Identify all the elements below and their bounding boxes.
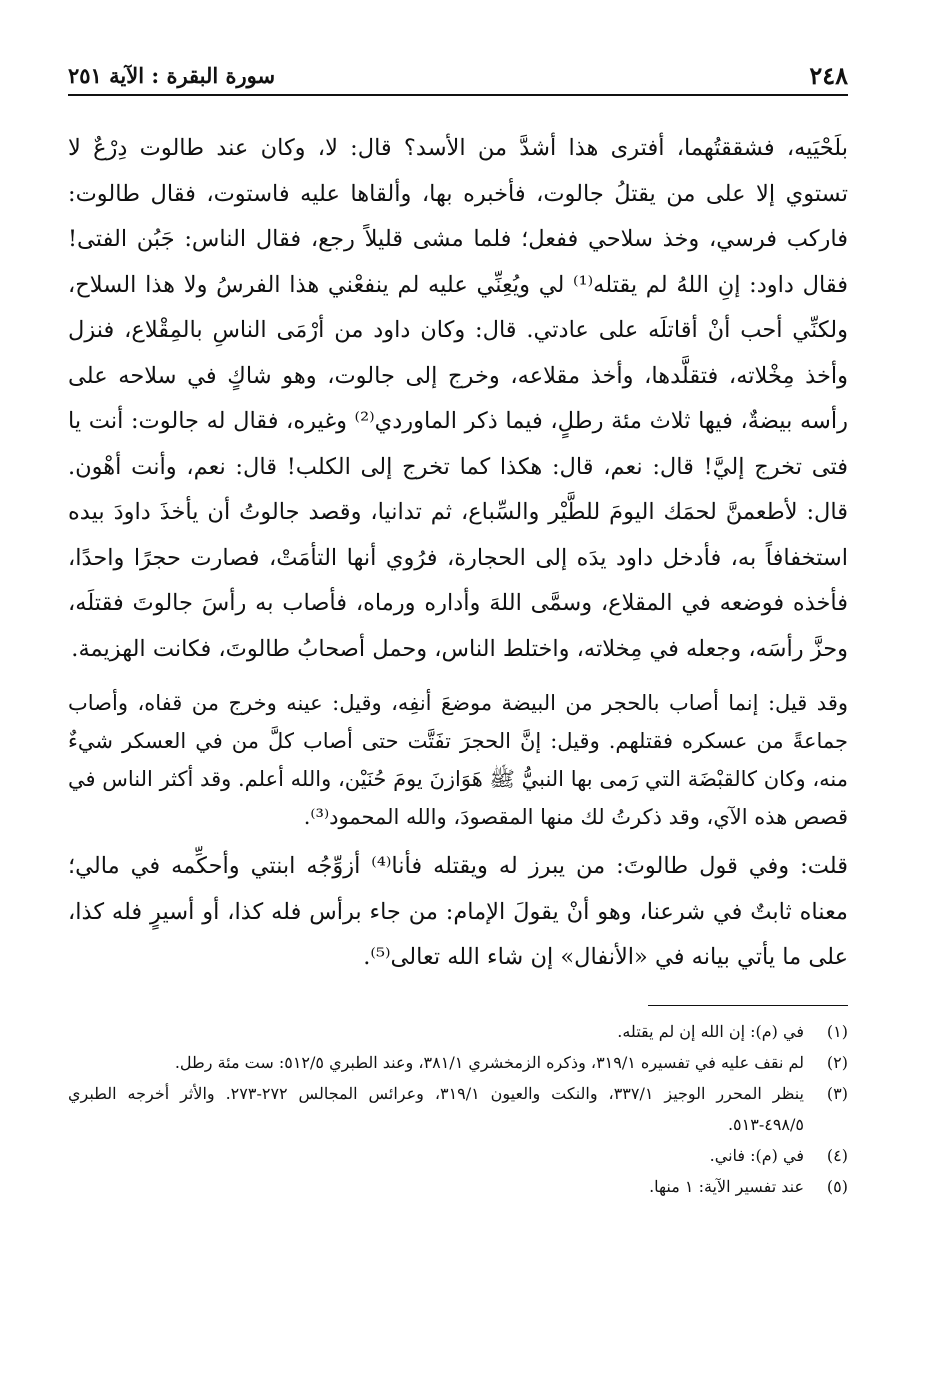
footnote [68, 1078, 848, 1140]
footnote [68, 1140, 848, 1171]
footnotes [68, 1016, 848, 1202]
footnote-number: (٤) [826, 1145, 848, 1165]
footnote-number: (٣) [826, 1083, 848, 1103]
footnote-number: (٢) [826, 1052, 848, 1072]
paragraph: قلت: وفي قول طالوتَ: من يبرز له ويقتله فأنا⁽⁴⁾ أزوِّجُه ابنتي وأحكِّمه في مالي؛ معناه ثابتٌ في شرعنا، وهو أنْ يقولَ الإمام: من جاء برأس فله كذا، أو أسيرٍ فله كذا، على ما يأتي بيانه في «الأنفال» إن شاء الله تعالى⁽⁵⁾. [68, 853, 848, 970]
running-title: سورة البقرة : الآية ٢٥١ [68, 62, 276, 88]
footnote-separator [648, 1005, 848, 1006]
footnote-text: لم نقف عليه في تفسيره ٣١٩/١، وذكره الزمخشري ٣٨١/١، وعند الطبري ٥١٢/٥: ست مئة رطل. [174, 1052, 804, 1072]
paragraph: بلَحْيَيه، فشققتُهما، أفترى هذا أشدَّ من الأسد؟ قال: لا، وكان عند طالوت دِرْعٌ لا تستوي إلا على من يقتلُ جالوت، فأخبره بها، وألقاها عليه فاستوت، فقال طالوت: فاركب فرسي، وخذ سلاحي ففعل؛ فلما مشى قليلاً رجع، فقال الناس: جَبُن الفتى! فقال داود: إنِ اللهُ لم يقتله⁽¹⁾ لي ويُعِنِّي عليه لم ينفعْني هذا الفرسُ ولا هذا السلاح، ولكنِّي أحب أنْ أقاتلَه على عادتي. قال: وكان داود من أرْمَى الناسِ بالمِقْلاع، فنزل وأخذ مِخْلاته، فتقلَّدها، وأخذ مقلاعه، وخرج إلى جالوت، وهو شاكٍ في سلاحه على رأسه بيضةٌ، فيها ثلاث مئة رطلٍ، فيما ذكر الماوردي⁽²⁾ وغيره، فقال له جالوت: أنت يا فتى تخرج إليَّ! قال: نعم، قال: هكذا كما تخرج إلى الكلب! قال: نعم، وأنت أهْون. قال: لأطعمنَّ لحمَك اليومَ للطَّيْر والسِّباع، ثم تدانيا، وقصد جالوتُ أن يأخذَ داودَ بيده استخفافاً به، فأدخل داود يدَه إلى الحجارة، فرُوي أنها التأمَتْ، فصارت حجرًا واحدًا، فأخذه فوضعه في المقلاع، وسمَّى اللهَ وأداره ورماه، فأصاب به رأسَ جالوتَ فقتلَه، وحزَّ رأسَه، وجعله في مِخلاته، واختلط الناس، وحمل أصحابُ طالوتَ، فكانت الهزيمة. [68, 135, 848, 662]
footnote-number: (١) [826, 1021, 848, 1041]
page-header [68, 58, 848, 92]
footnote [68, 1016, 848, 1047]
footnote [68, 1171, 848, 1202]
paragraph: وقد قيل: إنما أصاب بالحجر من البيضة موضعَ أنفِه، وقيل: عينه وخرج من قفاه، وأصاب جماعةً من عسكره فقتلهم. وقيل: إنَّ الحجرَ تفَتَّت حتى أصاب كلَّ من في العسكر شيءٌ منه، وكان كالقبْضَة التي رَمى بها النبيُّ ﷺ هَوَازنَ يومَ حُنَيْن، والله أعلم. وقد أكثر الناس في قصص هذه الآي، وقد ذكرتُ لك منها المقصودَ، والله المحمود⁽³⁾. [68, 691, 848, 829]
book-page [68, 58, 848, 1358]
page-number: ٢٤٨ [809, 60, 848, 90]
footnote-text: ينظر المحرر الوجيز ٣٣٧/١، والنكت والعيون ٣١٩/١، وعرائس المجالس ٢٧٢-٢٧٣. والأثر أخرجه الطبري ٤٩٨/٥-٥١٣. [68, 1083, 805, 1134]
footnote-text: عند تفسير الآية: ١ منها. [649, 1176, 804, 1196]
footnote [68, 1047, 848, 1078]
main-text [68, 126, 848, 981]
footnote-text: في (م): إن الله إن لم يقتله. [617, 1021, 804, 1041]
footnote-number: (٥) [826, 1176, 848, 1196]
footnote-text: في (م): فاني. [709, 1145, 804, 1165]
header-rule [68, 94, 848, 96]
